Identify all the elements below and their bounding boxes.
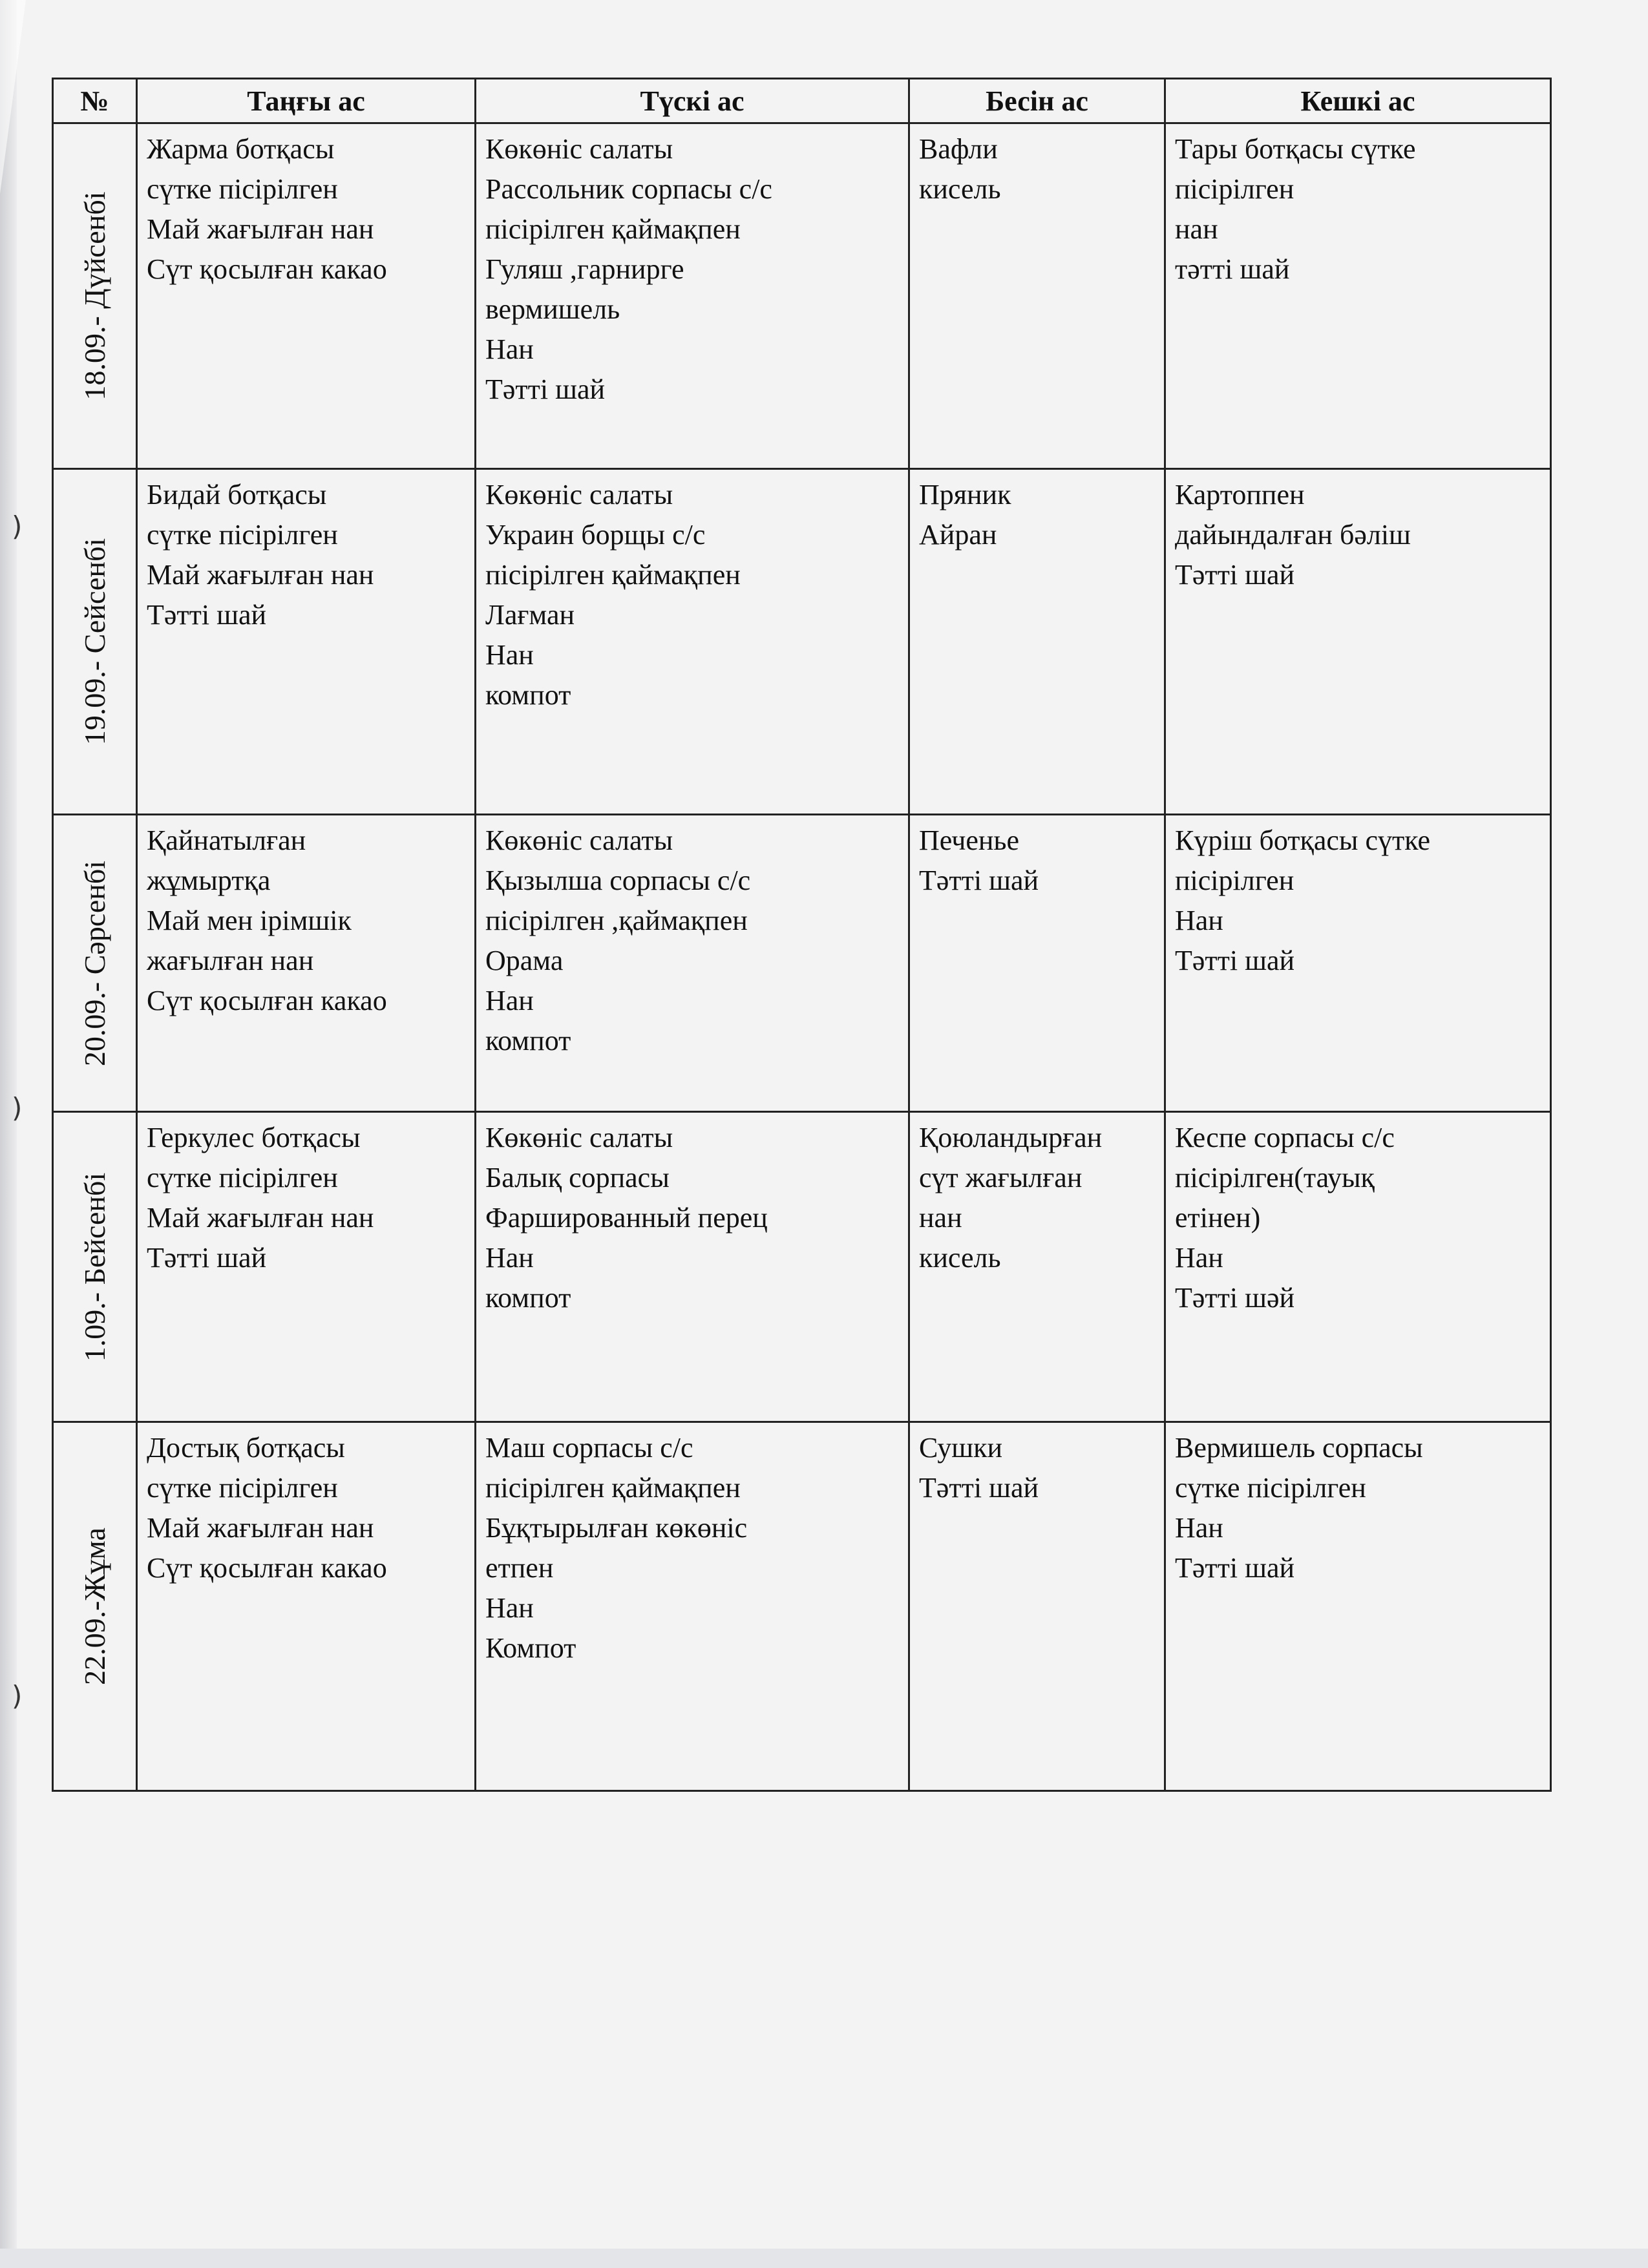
scan-bottom-band <box>0 2249 1648 2268</box>
dinner-cell: Вермишель сорпасы сүтке пісірілген Нан Тәтті шай <box>1165 1422 1551 1791</box>
day-cell <box>53 815 137 1112</box>
table-row <box>53 1422 1551 1791</box>
scan-folded-corner <box>0 0 26 194</box>
snack-cell: Қоюландырған сүт жағылған нан кисель <box>909 1112 1165 1422</box>
header-dinner: Кешкі ас <box>1165 79 1551 123</box>
table-row <box>53 815 1551 1112</box>
margin-mark: ) <box>12 1680 23 1712</box>
dinner-cell: Кеспе сорпасы с/с пісірілген(тауық етінен) Нан Тәтті шәй <box>1165 1112 1551 1422</box>
scan-left-edge <box>0 0 17 2268</box>
header-lunch: Түскі ас <box>476 79 909 123</box>
day-cell <box>53 1112 137 1422</box>
snack-cell: Печенье Тәтті шай <box>909 815 1165 1112</box>
lunch-cell: Көкөніс салаты Қызылша сорпасы с/с пісірілген ,қаймақпен Орама Нан компот <box>476 815 909 1112</box>
table-row <box>53 1112 1551 1422</box>
table-row <box>53 123 1551 469</box>
weekly-menu-table <box>52 78 1552 1792</box>
header-number: № <box>53 79 137 123</box>
dinner-cell: Тары ботқасы сүтке пісірілген нан тәтті шай <box>1165 123 1551 469</box>
lunch-cell: Маш сорпасы с/с пісірілген қаймақпен Бұқтырылған көкөніс етпен Нан Компот <box>476 1422 909 1791</box>
breakfast-cell: Геркулес ботқасы сүтке пісірілген Май жағылған нан Тәтті шай <box>137 1112 476 1422</box>
lunch-cell: Көкөніс салаты Балық сорпасы Фаршированный перец Нан компот <box>476 1112 909 1422</box>
lunch-cell: Көкөніс салаты Украин борщы с/с пісірілген қаймақпен Лағман Нан компот <box>476 469 909 815</box>
header-snack: Бесін ас <box>909 79 1165 123</box>
day-label: 20.09.- Сәрсенбі <box>78 860 111 1066</box>
breakfast-cell: Достық ботқасы сүтке пісірілген Май жағылған нан Сүт қосылған какао <box>137 1422 476 1791</box>
table-header-row <box>53 79 1551 123</box>
snack-cell: Сушки Тәтті шай <box>909 1422 1165 1791</box>
margin-mark: ) <box>12 1092 23 1124</box>
snack-cell: Пряник Айран <box>909 469 1165 815</box>
day-label: 1.09.- Бейсенбі <box>78 1172 111 1361</box>
breakfast-cell: Жарма ботқасы сүтке пісірілген Май жағылған нан Сүт қосылған какао <box>137 123 476 469</box>
day-cell <box>53 469 137 815</box>
day-cell <box>53 123 137 469</box>
margin-mark: ) <box>12 510 23 542</box>
header-breakfast: Таңғы ас <box>137 79 476 123</box>
lunch-cell: Көкөніс салаты Рассольник сорпасы с/с пісірілген қаймақпен Гуляш ,гарнирге вермишель Нан Тәтті шай <box>476 123 909 469</box>
day-cell <box>53 1422 137 1791</box>
breakfast-cell: Қайнатылған жұмыртқа Май мен ірімшік жағылған нан Сүт қосылған какао <box>137 815 476 1112</box>
table-row <box>53 469 1551 815</box>
day-label: 22.09.-Жұма <box>78 1528 111 1685</box>
day-label: 18.09.- Дүйсенбі <box>78 191 111 401</box>
dinner-cell: Картоппен дайындалған бәліш Тәтті шай <box>1165 469 1551 815</box>
day-label: 19.09.- Сейсенбі <box>78 538 111 746</box>
snack-cell: Вафли кисель <box>909 123 1165 469</box>
breakfast-cell: Бидай ботқасы сүтке пісірілген Май жағылған нан Тәтті шай <box>137 469 476 815</box>
dinner-cell: Күріш ботқасы сүтке пісірілген Нан Тәтті шай <box>1165 815 1551 1112</box>
